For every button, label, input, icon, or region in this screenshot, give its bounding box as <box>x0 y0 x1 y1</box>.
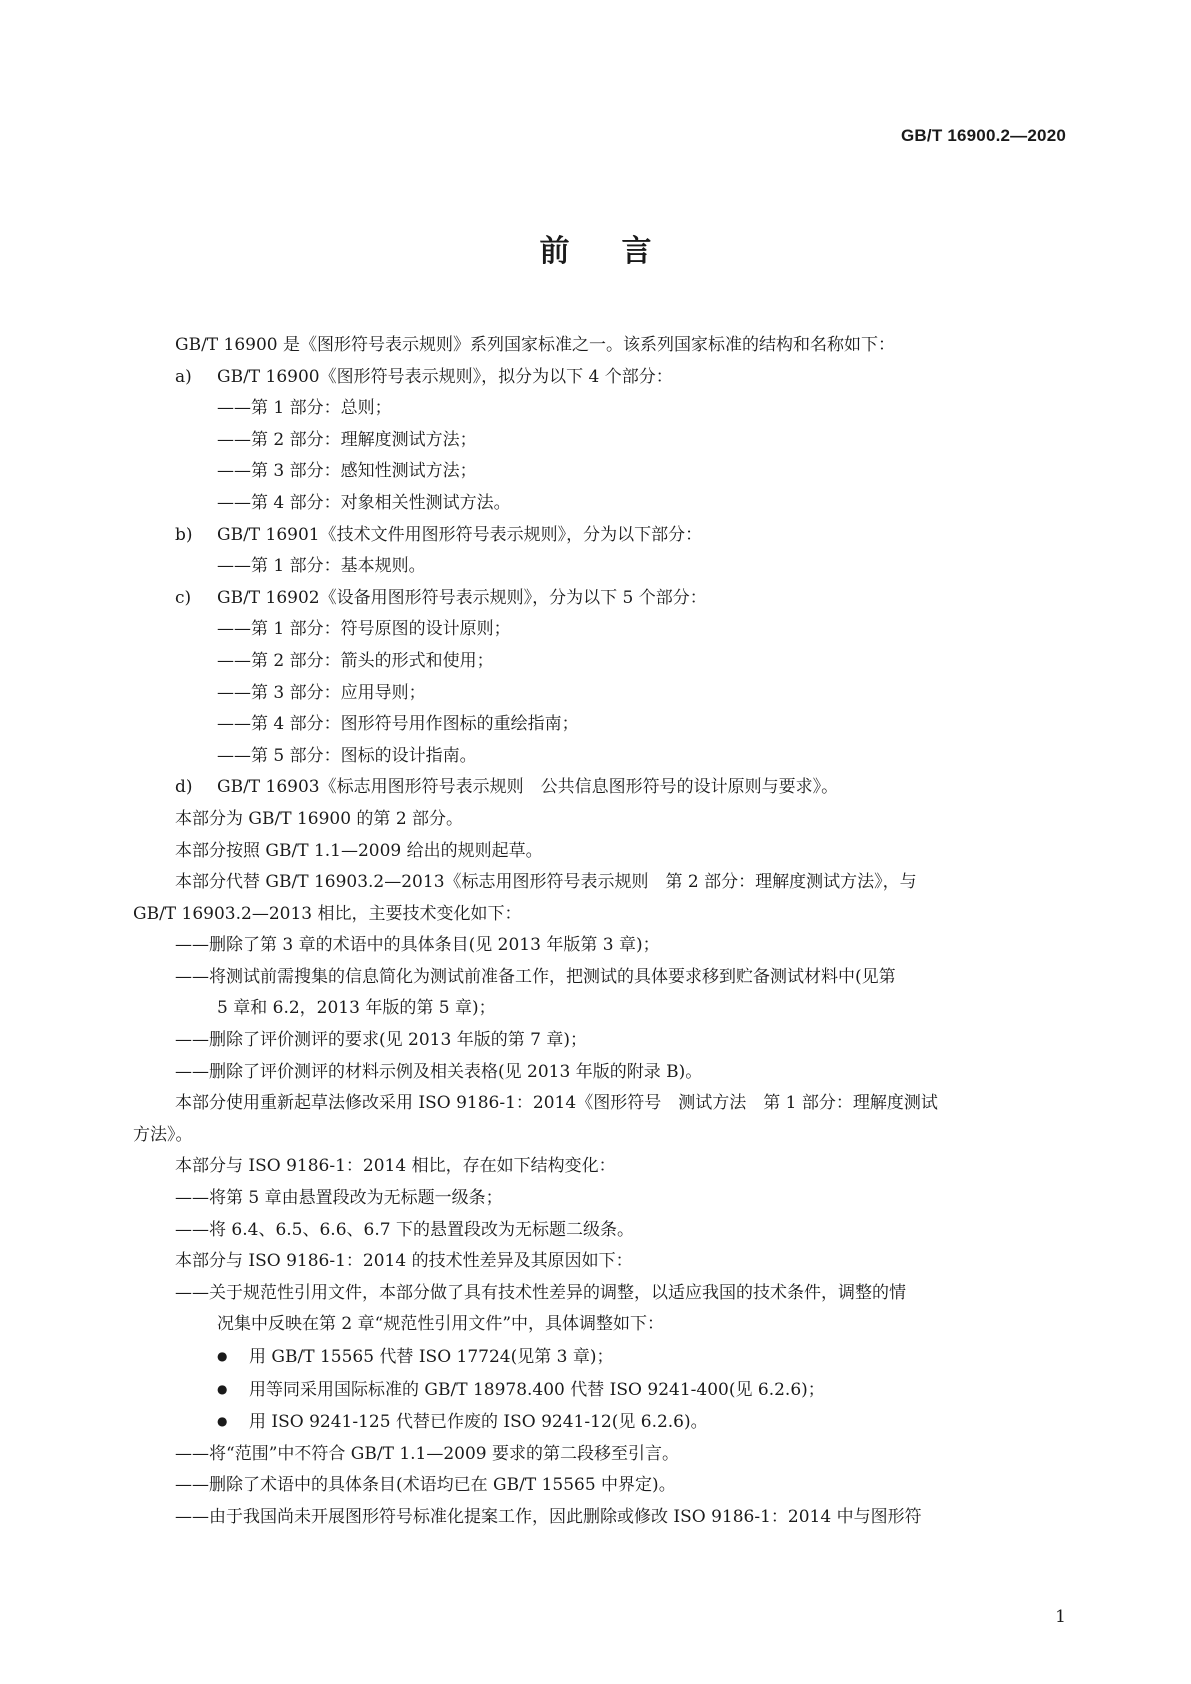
paragraph: 本部分按照 GB/T 1.1—2009 给出的规则起草。 <box>175 840 543 861</box>
dash-item: ——第 3 部分：感知性测试方法； <box>217 461 477 482</box>
paragraph: 本部分与 ISO 9186-1：2014 的技术性差异及其原因如下： <box>175 1251 633 1272</box>
list-item <box>133 772 1059 804</box>
bullet-text: 用 ISO 9241-125 代替已作废的 ISO 9241-12(见 6.2.6)。 <box>249 1412 708 1433</box>
paragraph: GB/T 16900 是《图形符号表示规则》系列国家标准之一。该系列国家标准的结构和名称如下： <box>175 335 896 355</box>
dash-item: ——第 2 部分：理解度测试方法； <box>217 429 477 450</box>
dash-item: ——由于我国尚未开展图形符号标准化提案工作，因此删除或修改 ISO 9186-1：2014 中与图形符 <box>175 1506 922 1527</box>
dash-item: ——将第 5 章由悬置段改为无标题一级条； <box>175 1188 503 1209</box>
list-text: GB/T 16900《图形符号表示规则》，拟分为以下 4 个部分： <box>217 366 673 387</box>
paragraph-continuation: 方法》。 <box>133 1124 193 1145</box>
dash-item: ——删除了术语中的具体条目(术语均已在 GB/T 15565 中界定)。 <box>175 1475 676 1496</box>
dash-item: ——将 6.4、6.5、6.6、6.7 下的悬置段改为无标题二级条。 <box>175 1219 634 1240</box>
dash-item: ——删除了评价测评的材料示例及相关表格(见 2013 年版的附录 B)。 <box>175 1061 703 1082</box>
dash-item: ——关于规范性引用文件，本部分做了具有技术性差异的调整，以适应我国的技术条件，调整的情 <box>175 1282 906 1303</box>
dash-item: ——第 1 部分：符号原图的设计原则； <box>217 619 511 640</box>
paragraph: 本部分为 GB/T 16900 的第 2 部分。 <box>175 808 464 829</box>
paragraph: 本部分使用重新起草法修改采用 ISO 9186-1：2014《图形符号 测试方法 第 1 部分：理解度测试 <box>175 1093 938 1114</box>
list-item <box>133 362 1059 394</box>
list-text: GB/T 16902《设备用图形符号表示规则》，分为以下 5 个部分： <box>217 587 707 608</box>
dash-item: ——第 5 部分：图标的设计指南。 <box>217 745 477 766</box>
dash-item: ——将“范围”中不符合 GB/T 1.1—2009 要求的第二段移至引言。 <box>175 1443 680 1464</box>
bullet-icon: ● <box>217 1414 228 1429</box>
list-item <box>133 520 1059 552</box>
dash-item: ——将测试前需搜集的信息简化为测试前准备工作，把测试的具体要求移到贮备测试材料中(见第 <box>175 966 896 987</box>
dash-item-continuation: 5 章和 6.2，2013 年版的第 5 章)； <box>217 998 496 1019</box>
dash-item: ——第 2 部分：箭头的形式和使用； <box>217 650 494 671</box>
foreword-body <box>133 330 1059 1534</box>
list-text: GB/T 16903《标志用图形符号表示规则 公共信息图形符号的设计原则与要求》。 <box>217 777 839 798</box>
dash-item-continuation: 况集中反映在第 2 章“规范性引用文件”中，具体调整如下： <box>217 1314 665 1335</box>
dash-item: ——删除了评价测评的要求(见 2013 年版的第 7 章)； <box>175 1030 587 1051</box>
paragraph: 本部分与 ISO 9186-1：2014 相比，存在如下结构变化： <box>175 1156 616 1177</box>
bullet-icon: ● <box>217 1349 228 1363</box>
bullet-item <box>133 1374 1059 1407</box>
list-text: GB/T 16901《技术文件用图形符号表示规则》，分为以下部分： <box>217 524 703 545</box>
dash-item: ——删除了第 3 章的术语中的具体条目(见 2013 年版第 3 章)； <box>175 935 660 956</box>
bullet-item <box>133 1341 1059 1374</box>
standard-number: GB/T 16900.2—2020 <box>901 126 1066 145</box>
page-title: 前言 <box>539 234 704 269</box>
dash-item: ——第 1 部分：基本规则。 <box>217 556 426 577</box>
list-label: d) <box>175 777 193 798</box>
paragraph: 本部分代替 GB/T 16903.2—2013《标志用图形符号表示规则 第 2 部分：理解度测试方法》，与 <box>175 872 917 893</box>
dash-item: ——第 4 部分：图形符号用作图标的重绘指南； <box>217 714 579 735</box>
bullet-item <box>133 1406 1059 1439</box>
dash-item: ——第 3 部分：应用导则； <box>217 682 426 703</box>
list-item <box>133 583 1059 615</box>
list-label: a) <box>175 366 192 387</box>
page-number: 1 <box>1055 1607 1066 1627</box>
dash-item: ——第 1 部分：总则； <box>217 398 392 419</box>
dash-item: ——第 4 部分：对象相关性测试方法。 <box>217 492 511 513</box>
bullet-icon: ● <box>217 1381 228 1396</box>
list-label: c) <box>175 587 192 608</box>
paragraph-continuation: GB/T 16903.2—2013 相比，主要技术变化如下： <box>133 903 522 924</box>
bullet-text: 用等同采用国际标准的 GB/T 18978.400 代替 ISO 9241-400(见 6.2.6)； <box>249 1379 825 1400</box>
bullet-text: 用 GB/T 15565 代替 ISO 17724(见第 3 章)； <box>249 1347 614 1367</box>
list-label: b) <box>175 524 193 545</box>
